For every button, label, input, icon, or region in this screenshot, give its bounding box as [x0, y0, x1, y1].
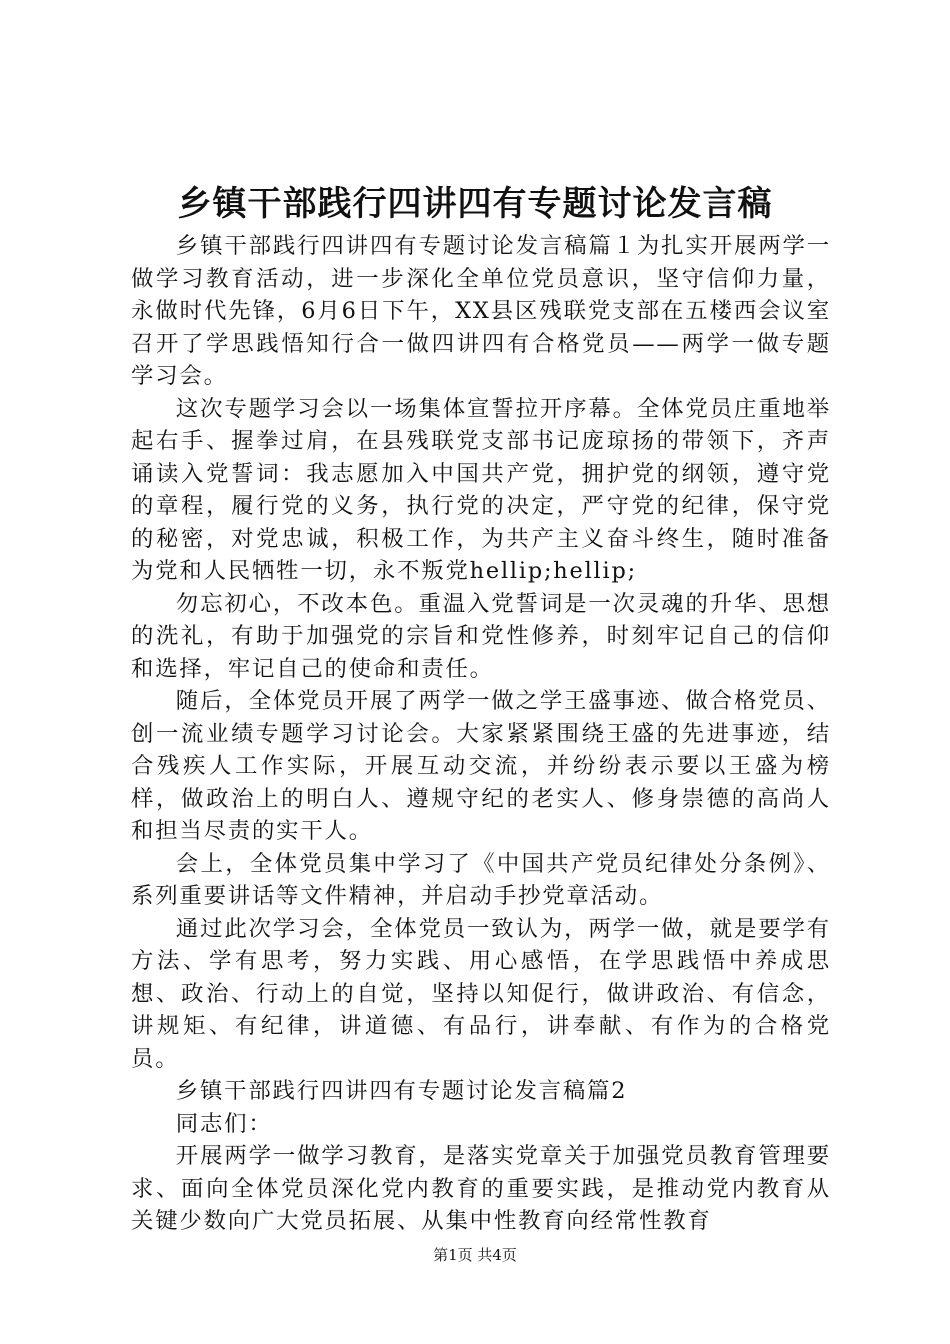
paragraph: 通过此次学习会，全体党员一致认为，两学一做，就是要学有方法、学有思考，努力实践、用心感悟，在学思践悟中养成思想、政治、行动上的自觉，坚持以知促行，做讲政治、有信念，讲规矩、有纪律，讲道德、有品行，讲奉献、有作为的合格党员。: [131, 915, 831, 1072]
paragraph: 这次专题学习会以一场集体宣誓拉开序幕。全体党员庄重地举起右手、握拳过肩，在县残联党支部书记庞琼扬的带领下，齐声诵读入党誓词：我志愿加入中国共产党，拥护党的纲领，遵守党的章程，履行党的义务，执行党的决定，严守党的纪律，保守党的秘密，对党忠诚，积极工作，为共产主义奋斗终生，随时准备为党和人民牺牲一切，永不叛党hellip;hellip;: [131, 395, 831, 584]
document-title: 乡镇干部践行四讲四有专题讨论发言稿: [177, 184, 773, 224]
section-heading: 乡镇干部践行四讲四有专题讨论发言稿篇2: [175, 1078, 628, 1104]
paragraph: 会上，全体党员集中学习了《中国共产党员纪律处分条例》、系列重要讲话等文件精神，并启动手抄党章活动。: [131, 850, 831, 909]
salutation: 同志们：: [175, 1110, 273, 1137]
paragraph: 勿忘初心，不改本色。重温入党誓词是一次灵魂的升华、思想的洗礼，有助于加强党的宗旨和党性修养，时刻牢记自己的信仰和选择，牢记自己的使命和责任。: [131, 590, 831, 682]
document-body: [131, 230, 831, 1238]
paragraph: 开展两学一做学习教育，是落实党章关于加强党员教育管理要求、面向全体党员深化党内教育的重要实践，是推动党内教育从关键少数向广大党员拓展、从集中性教育向经常性教育: [131, 1143, 831, 1234]
page-footer: 第1页 共4页: [433, 1246, 517, 1264]
paragraph: 乡镇干部践行四讲四有专题讨论发言稿篇１为扎实开展两学一做学习教育活动，进一步深化全单位党员意识，坚守信仰力量，永做时代先锋，6月6日下午，XX县区残联党支部在五楼西会议室召开了学思践悟知行合一做四讲四有合格党员——两学一做专题学习会。: [131, 233, 831, 389]
paragraph: 随后，全体党员开展了两学一做之学王盛事迹、做合格党员、创一流业绩专题学习讨论会。大家紧紧围绕王盛的先进事迹，结合残疾人工作实际，开展互动交流，并纷纷表示要以王盛为榜样，做政治上的明白人、遵规守纪的老实人、修身崇德的高尚人和担当尽责的实干人。: [131, 688, 831, 844]
